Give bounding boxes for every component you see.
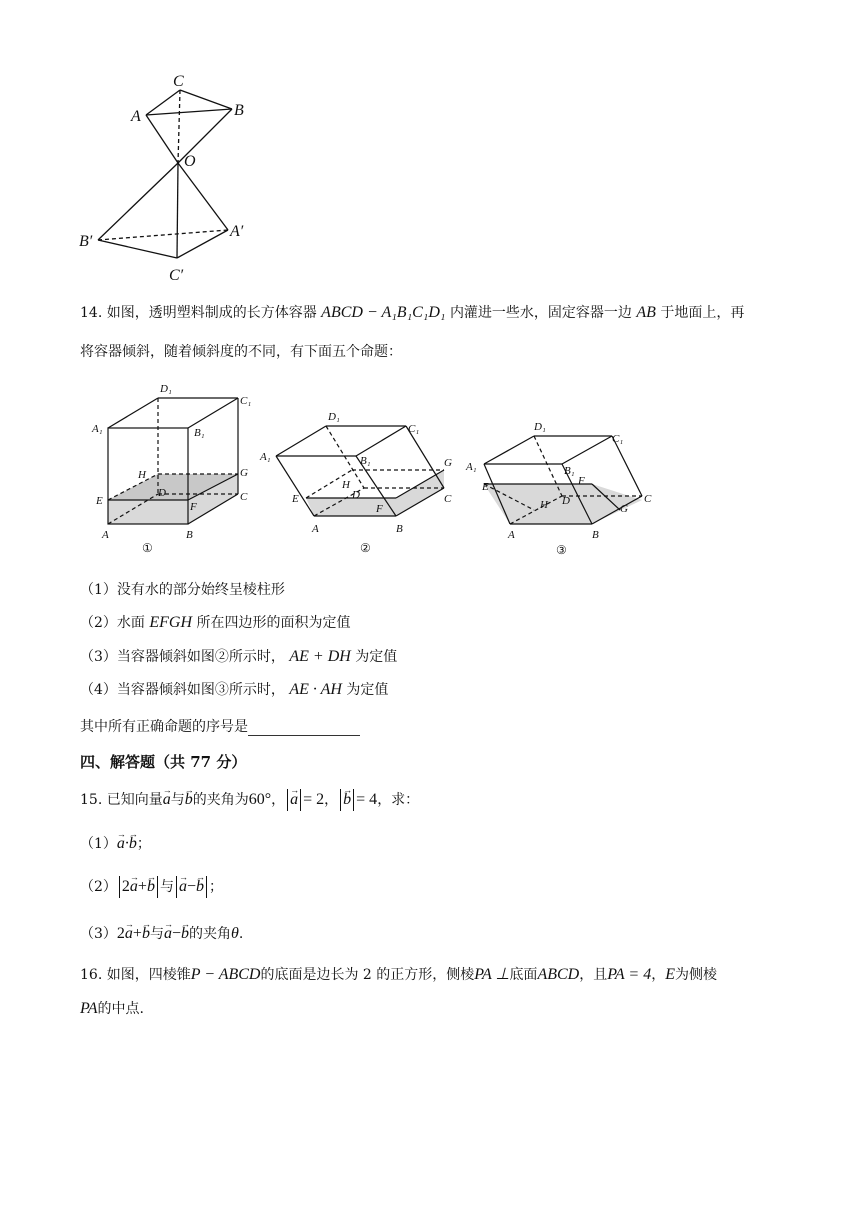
prop-text: 水面 [116, 615, 145, 631]
q15-yu: 与 [170, 792, 185, 808]
edge-OBp [98, 163, 178, 240]
label-D1: D₁ [328, 411, 340, 423]
q16-math: ABCD [537, 966, 580, 983]
caption-2: ② [360, 541, 371, 555]
vector-a: → a [130, 878, 138, 896]
vector-b: → b [196, 878, 204, 896]
q14-intro-3: 于地面上，再 [660, 305, 745, 321]
edge-BpCp [98, 240, 177, 258]
part-prefix: （1） [80, 836, 117, 852]
q15-ask: ，求： [377, 792, 420, 808]
edge-OAp [178, 163, 228, 230]
vector-b: → b [185, 791, 193, 809]
q14-intro-1: 如图，透明塑料制成的长方体容器 [106, 305, 317, 321]
q16-text: ，且 [579, 967, 608, 983]
edge-OCp [177, 163, 178, 258]
q16-text: 底面 [509, 967, 538, 983]
label-D: D [158, 487, 166, 499]
label-B1: B₁ [194, 427, 205, 439]
q16-line1 [80, 966, 717, 984]
edge-AO [146, 115, 178, 163]
part-yu: 与 [149, 926, 164, 942]
q16-math: P − ABCD [190, 966, 261, 983]
prop-suffix: 为定值 [346, 682, 389, 698]
vector-a: → a [164, 925, 172, 943]
prop-prefix: （1） [80, 582, 117, 598]
edge-BpAp-hidden [98, 230, 228, 240]
vector-a: → a [117, 835, 125, 853]
vector-b: → b [142, 925, 150, 943]
label-C1: C₁ [612, 433, 624, 445]
q16-text: 如图，四棱锥 [106, 967, 191, 983]
prop-suffix: 为定值 [355, 649, 398, 665]
q16-number: 16. [80, 967, 103, 983]
q14-intro-math: ABCD − A₁B₁C₁D₁ [321, 304, 446, 321]
label-O: O [184, 153, 196, 170]
q15-number: 15. [80, 792, 103, 808]
q15-intro: 15. 已知向量→ a与→ b的夹角为60°，→ a = 2，→ b = 4，求： [80, 789, 419, 811]
vector-a: → a [179, 878, 187, 896]
coef-two: 2 [121, 878, 130, 895]
q16-line2 [80, 1000, 144, 1018]
q14-answer-line [80, 718, 360, 736]
figure-q14-box-3 [462, 412, 662, 558]
edge-AB [146, 109, 232, 115]
label-B: B [396, 523, 403, 535]
q14-intro-2: 内灌进一些水，固定容器一边 [449, 305, 632, 321]
label-E: E [292, 493, 299, 505]
norm-a-vector: → a [290, 791, 298, 809]
label-B: B [592, 529, 599, 541]
q14-line2: 将容器倾斜，随着倾斜度的不同，有下面五个命题： [80, 344, 402, 360]
label-C1: C₁ [408, 423, 420, 435]
q16-math: PA = 4 [607, 966, 652, 983]
dot-operator: · [124, 835, 129, 852]
label-C: C [644, 493, 652, 505]
label-A1: A₁ [92, 423, 103, 435]
q15-intro-a: 已知向量 [106, 792, 163, 808]
part-prefix: （3） [80, 926, 117, 942]
label-H: H [540, 499, 548, 511]
label-G: G [620, 503, 628, 515]
label-G: G [444, 457, 452, 469]
label-D: D [352, 489, 360, 501]
norm-b-value: = 4 [356, 791, 378, 808]
answer-prompt: 其中所有正确命题的序号是 [80, 719, 248, 735]
coef-two: 2 [116, 925, 125, 942]
theta: θ [230, 925, 239, 942]
edge-CpAp [177, 230, 228, 258]
label-A: A [508, 529, 515, 541]
q15-part-2 [80, 876, 223, 898]
label-C: C [173, 73, 184, 90]
part-yu: 与 [159, 879, 174, 895]
prop-text: 没有水的部分始终呈棱柱形 [116, 582, 285, 598]
prop-prefix: （3） [80, 649, 117, 665]
caption-1: ① [142, 541, 153, 555]
vector-a: → a [125, 925, 133, 943]
plus: + [137, 878, 147, 895]
q16-text: 的中点. [97, 1001, 144, 1017]
label-A: A [131, 108, 141, 125]
label-D1: D₁ [534, 421, 546, 433]
label-D1: D₁ [160, 383, 172, 395]
label-C1: C₁ [240, 395, 252, 407]
label-C: C [240, 491, 248, 503]
q16-math: PA [80, 1000, 98, 1017]
label-Bp: B′ [79, 233, 93, 250]
label-A1: A₁ [260, 451, 271, 463]
norm-a-value: = 2 [303, 791, 325, 808]
q14-number: 14. [80, 305, 103, 321]
prop-suffix: 所在四边形的面积为定值 [196, 615, 351, 631]
label-A1: A₁ [466, 461, 477, 473]
q14-intro-math2: AB [636, 304, 656, 321]
edge-AC [146, 90, 180, 115]
figure-q14-box-2 [256, 398, 456, 558]
section-heading: 四、解答题（共 77 分） [80, 753, 247, 771]
prop-math: AE + DH [289, 648, 351, 665]
q16-text: 为侧棱 [675, 967, 717, 983]
q14-prop-4 [80, 681, 388, 699]
part-end: . [238, 926, 244, 942]
figure-q14-box-1 [88, 378, 268, 558]
q14-prop-1 [80, 581, 285, 599]
part-end: ； [208, 879, 223, 895]
q15-part-3 [80, 925, 243, 943]
label-F: F [190, 501, 197, 513]
prop-prefix: （4） [80, 682, 117, 698]
q16-text: ， [651, 967, 666, 983]
minus: − [171, 925, 181, 942]
label-B1: B₁ [564, 465, 575, 477]
q15-part-1 [80, 835, 151, 853]
edge-CO-hidden [178, 90, 180, 163]
label-B1: B₁ [360, 455, 371, 467]
vector-b: → b [129, 835, 137, 853]
edge-CB [180, 90, 232, 109]
figure-q13-pyramids [76, 68, 266, 288]
caption-3: ③ [556, 543, 567, 557]
label-G: G [240, 467, 248, 479]
q14-line1 [80, 304, 744, 322]
prop-text: 当容器倾斜如图③所示时， [116, 682, 285, 698]
vector-b: → b [181, 925, 189, 943]
prop-text: 当容器倾斜如图②所示时， [116, 649, 285, 665]
q14-prop-2 [80, 614, 350, 632]
part-prefix: （2） [80, 879, 117, 895]
norm-b-vector: → b [343, 791, 351, 809]
label-H: H [138, 469, 146, 481]
minus: − [186, 878, 196, 895]
label-A: A [102, 529, 109, 541]
label-Ap: A′ [230, 223, 244, 240]
plus: + [132, 925, 142, 942]
label-E: E [96, 495, 103, 507]
q15-intro-b: 的夹角为 [192, 792, 249, 808]
label-B: B [234, 102, 244, 119]
vector-b: → b [147, 878, 155, 896]
q16-text: 的底面是边长为 2 的正方形，侧棱 [260, 967, 475, 983]
part-tail: 的夹角 [188, 926, 231, 942]
answer-blank[interactable] [248, 721, 360, 736]
prop-math: EFGH [149, 614, 193, 631]
label-E: E [482, 481, 489, 493]
q16-math: PA ⊥ [474, 966, 510, 983]
label-Cp: C′ [169, 267, 184, 284]
label-H: H [342, 479, 350, 491]
prop-math: AE · AH [289, 681, 342, 698]
label-C: C [444, 493, 452, 505]
q15-angle: 60° [248, 791, 272, 808]
label-B: B [186, 529, 193, 541]
prop-prefix: （2） [80, 615, 117, 631]
vector-a: → a [163, 791, 171, 809]
label-A: A [312, 523, 319, 535]
q14-prop-3 [80, 648, 397, 666]
label-F: F [578, 475, 585, 487]
label-F: F [376, 503, 383, 515]
q16-math: E [665, 966, 675, 983]
label-D: D [562, 495, 570, 507]
part-end: ； [136, 836, 151, 852]
